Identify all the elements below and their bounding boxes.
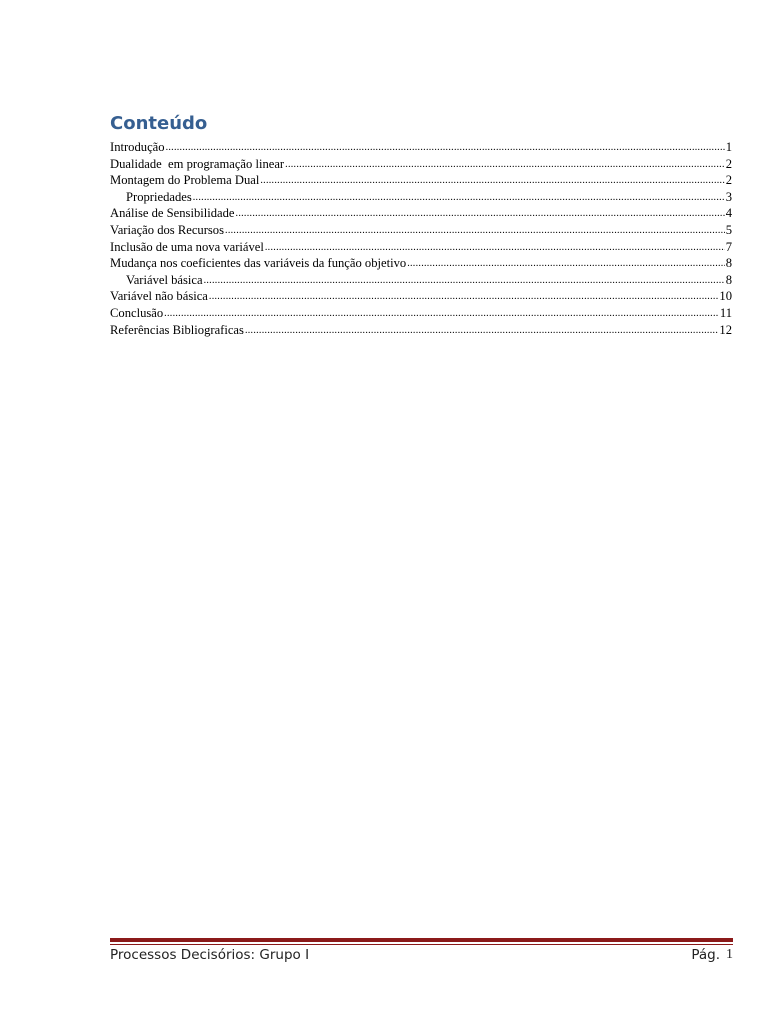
toc-dot-leader [407,256,725,273]
toc-entry-title: Variável básica [126,272,203,287]
toc-entry-page: 8 [725,272,732,287]
toc-dot-leader [236,206,725,223]
toc-entry-page: 4 [725,206,732,221]
toc-entry-title: Introdução [110,140,165,154]
toc-entry[interactable] [110,322,732,339]
toc-entry[interactable] [110,305,732,322]
toc-subentry[interactable] [110,189,732,206]
footer-page-indicator [691,946,733,964]
footer-rule [110,938,733,945]
toc-entry-title: Inclusão de uma nova variável [110,239,264,254]
toc-entry-page: 3 [725,189,732,204]
toc-subentry[interactable] [110,272,732,289]
toc-title: Conteúdo [110,113,208,134]
toc-entry[interactable] [110,156,732,173]
toc-entry-title: Conclusão [110,305,164,320]
toc-entry-page: 5 [725,222,732,237]
toc-entry-title: Variável não básica [110,289,208,304]
toc-entry[interactable] [110,222,732,239]
toc-entry-page: 11 [719,305,732,320]
toc-dot-leader [209,289,719,306]
toc-entry[interactable] [110,139,732,156]
toc-entry-page: 8 [725,256,732,271]
toc-entry[interactable] [110,255,732,272]
footer-page-number: 1 [726,947,733,962]
toc-entry-title: Variação dos Recursos [110,222,225,237]
toc-entry-title: Montagem do Problema Dual [110,173,260,188]
toc-entry[interactable] [110,288,732,305]
page-footer [110,946,733,964]
toc-entry-page: 1 [725,140,732,154]
toc-dot-leader [164,306,719,323]
toc-entry-page: 2 [725,173,732,188]
toc-entry[interactable] [110,239,732,256]
toc-entry[interactable] [110,205,732,222]
toc-dot-leader [166,140,725,157]
toc-dot-leader [245,323,718,340]
toc-dot-leader [193,190,725,207]
footer-rule-thick [110,938,733,942]
toc-entry-page: 2 [725,156,732,171]
toc-dot-leader [260,173,724,190]
toc-entry-title: Dualidade em programação linear [110,156,285,171]
footer-rule-thin [110,944,733,945]
toc-dot-leader [285,157,725,174]
toc-entry-page: 12 [719,322,732,337]
table-of-contents [110,139,732,338]
footer-title: Processos Decisórios: Grupo I [110,947,310,963]
toc-dot-leader [204,273,725,290]
toc-entry-page: 7 [725,239,732,254]
toc-entry-title: Análise de Sensibilidade [110,206,235,221]
toc-dot-leader [265,240,725,257]
toc-entry-title: Propriedades [126,189,192,204]
footer-page-label: Pág. [691,947,720,963]
toc-entry-title: Referências Bibliograficas [110,322,244,337]
toc-entry-page: 10 [719,289,732,304]
toc-dot-leader [225,223,725,240]
toc-entry[interactable] [110,172,732,189]
toc-entry-title: Mudança nos coeficientes das variáveis da função objetivo [110,256,407,271]
